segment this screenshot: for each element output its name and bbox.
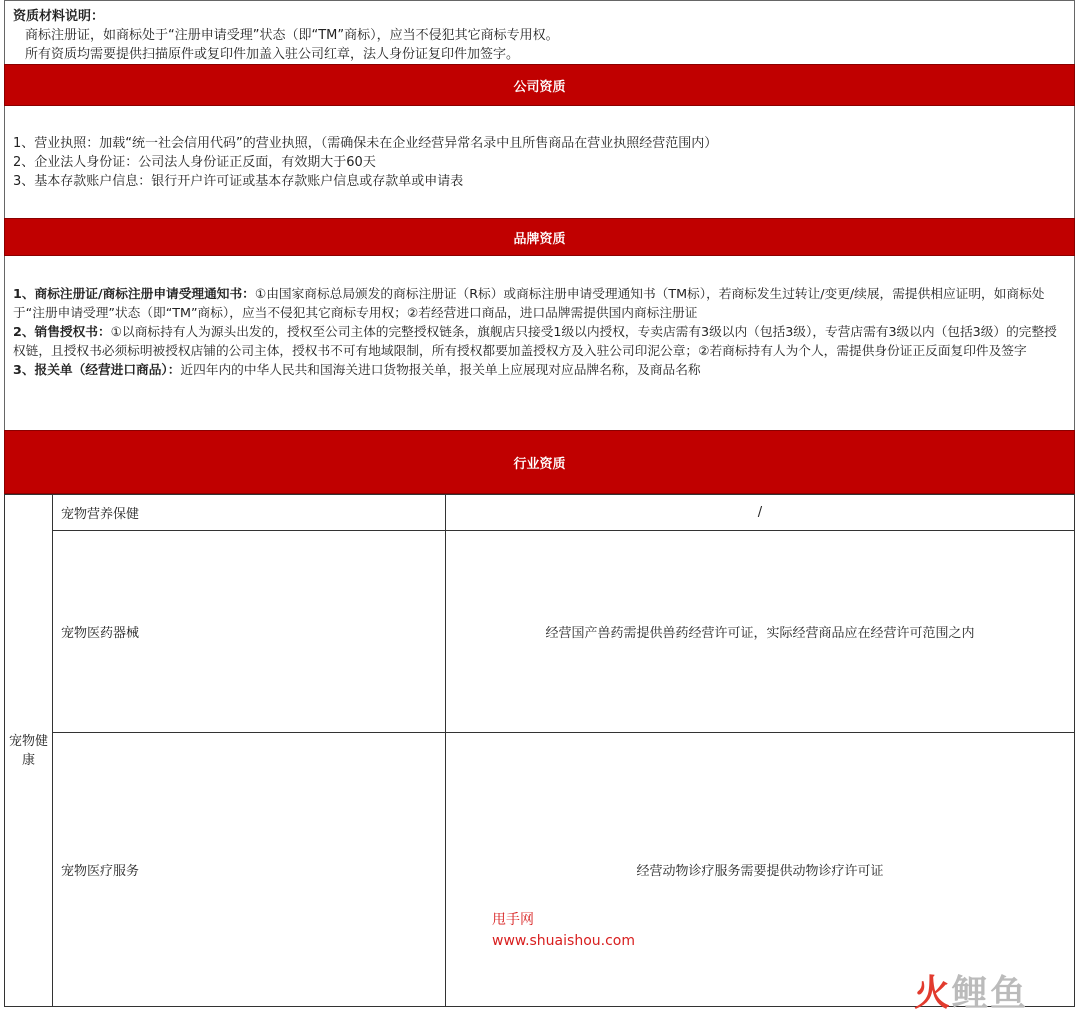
industry-row-name: 宠物营养保健: [53, 495, 446, 531]
industry-row-requirement: /: [446, 495, 1075, 531]
intro-heading: 资质材料说明：: [13, 9, 105, 24]
watermark-logo-gray: 鲤鱼: [952, 973, 1029, 1014]
industry-row-name: 宠物医药器械: [53, 531, 446, 733]
table-row: [5, 531, 1075, 733]
intro-section: [4, 0, 1075, 64]
brand-section-title: 品牌资质: [4, 218, 1075, 256]
brand-item-label: 2、销售授权书：: [13, 324, 111, 339]
watermark-logo: [914, 965, 1028, 1016]
industry-section-title: 行业资质: [4, 430, 1075, 494]
brand-item-label: 3、报关单（经营进口商品）：: [13, 362, 181, 377]
brand-item: [13, 284, 1066, 322]
watermark-site-url: www.shuaishou.com: [492, 933, 635, 949]
industry-row-requirement: 经营国产兽药需提供兽药经营许可证，实际经营商品应在经营许可范围之内: [446, 531, 1075, 733]
intro-line: 所有资质均需要提供扫描原件或复印件加盖入驻公司红章，法人身份证复印件加签字。: [25, 47, 520, 62]
brand-item-text: 近四年内的中华人民共和国海关进口货物报关单，报关单上应展现对应品牌名称，及商品名称: [180, 362, 701, 377]
company-section-body: [4, 106, 1075, 218]
company-item: 1、营业执照：加载“统一社会信用代码”的营业执照，（需确保未在企业经营异常名录中且所售商品在营业执照经营范围内）: [13, 136, 718, 151]
industry-row-name: 宠物医疗服务: [53, 733, 446, 1007]
brand-item-text: ①以商标持有人为源头出发的，授权至公司主体的完整授权链条，旗舰店只接受1级以内授权，专卖店需有3级以内（包括3级），专营店需有3级以内（包括3级）的完整授权链，且授权书必须标明被授权店铺的公司主体，授权书不可有地域限制，所有授权都要加盖授权方及入驻公司印泥公章；②若商标持有人为个人，需提供身份证正反面复印件及签字: [13, 324, 1057, 358]
table-row: [5, 495, 1075, 531]
watermark-site: [492, 910, 635, 952]
industry-row-requirement: 经营动物诊疗服务需要提供动物诊疗许可证: [446, 733, 1075, 1007]
brand-item-label: 1、商标注册证/商标注册申请受理通知书：: [13, 286, 255, 301]
brand-item: [13, 322, 1066, 360]
company-item: 3、基本存款账户信息：银行开户许可证或基本存款账户信息或存款单或申请表: [13, 174, 464, 189]
industry-category: 宠物健康: [5, 495, 53, 1007]
watermark-logo-red: 火: [914, 973, 953, 1014]
brand-item-text: ①由国家商标总局颁发的商标注册证（R标）或商标注册申请受理通知书（TM标），若商标发生过转让/变更/续展，需提供相应证明，如商标处于“注册申请受理”状态（即“TM”商标），应当不侵犯其它商标专用权；②若经营进口商品，进口品牌需提供国内商标注册证: [13, 286, 1045, 320]
watermark-site-name: 甩手网: [492, 912, 534, 928]
company-section-title: 公司资质: [4, 64, 1075, 106]
page: [4, 0, 1077, 1005]
brand-item: [13, 360, 1066, 379]
company-item: 2、企业法人身份证：公司法人身份证正反面，有效期大于60天: [13, 155, 376, 170]
brand-section-body: [4, 256, 1075, 430]
intro-line: 商标注册证，如商标处于“注册申请受理”状态（即“TM”商标），应当不侵犯其它商标专用权。: [25, 28, 559, 43]
